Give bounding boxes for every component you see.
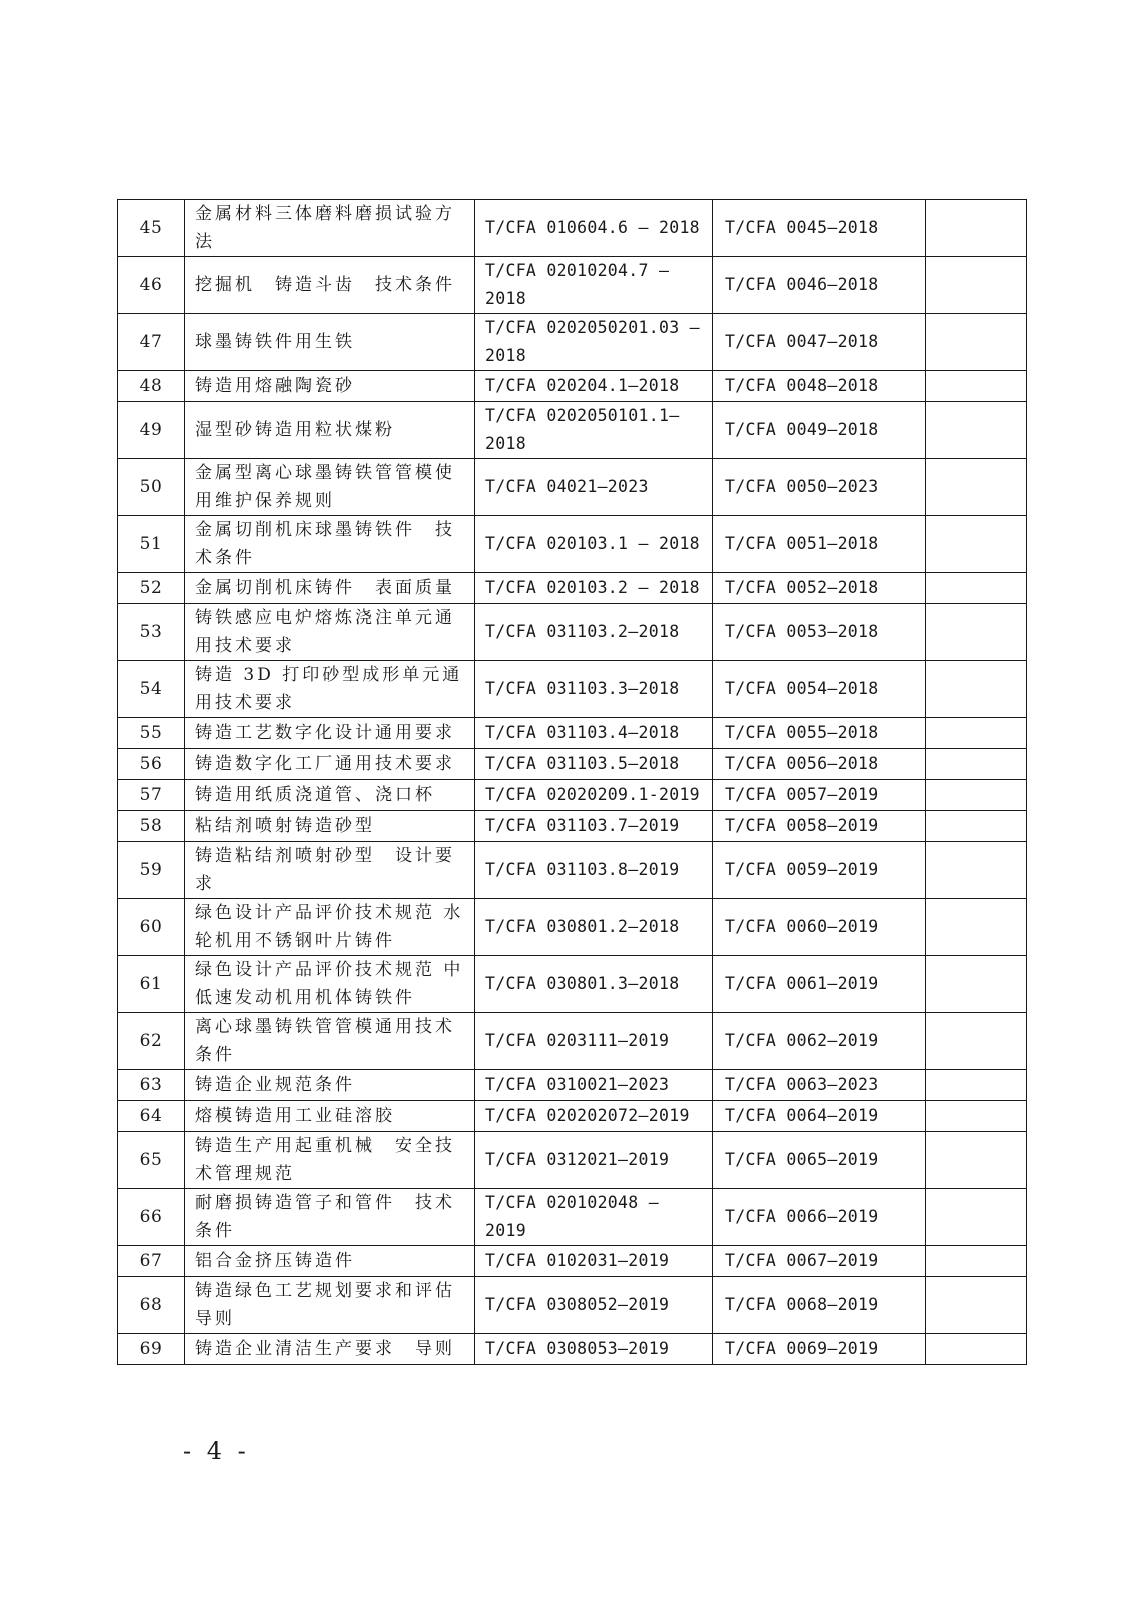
- new-code-cell: T/CFA 0067—2019: [713, 1246, 926, 1277]
- table-row: [118, 749, 1027, 780]
- page-number: - 4 -: [183, 1437, 250, 1465]
- remark-cell: [926, 573, 1027, 604]
- row-number-cell: 68: [118, 1277, 185, 1334]
- standard-name-cell: 金属切削机床球墨铸铁件 技术条件: [185, 516, 475, 573]
- new-code-cell: T/CFA 0046—2018: [713, 257, 926, 314]
- row-number-cell: 49: [118, 402, 185, 459]
- new-code-cell: T/CFA 0053—2018: [713, 604, 926, 661]
- standard-name-cell: 粘结剂喷射铸造砂型: [185, 811, 475, 842]
- original-code-cell: T/CFA 020103.1 — 2018: [475, 516, 713, 573]
- row-number-cell: 64: [118, 1101, 185, 1132]
- new-code-cell: T/CFA 0058—2019: [713, 811, 926, 842]
- row-number-cell: 50: [118, 459, 185, 516]
- row-number-cell: 56: [118, 749, 185, 780]
- table-row: [118, 842, 1027, 899]
- remark-cell: [926, 1070, 1027, 1101]
- new-code-cell: T/CFA 0061—2019: [713, 956, 926, 1013]
- remark-cell: [926, 1246, 1027, 1277]
- original-code-cell: T/CFA 020204.1—2018: [475, 371, 713, 402]
- row-number-cell: 53: [118, 604, 185, 661]
- row-number-cell: 55: [118, 718, 185, 749]
- remark-cell: [926, 604, 1027, 661]
- original-code-cell: T/CFA 04021—2023: [475, 459, 713, 516]
- new-code-cell: T/CFA 0051—2018: [713, 516, 926, 573]
- standard-name-cell: 铸造用纸质浇道管、浇口杯: [185, 780, 475, 811]
- original-code-cell: T/CFA 0308052—2019: [475, 1277, 713, 1334]
- original-code-cell: T/CFA 0308053—2019: [475, 1334, 713, 1365]
- standard-name-cell: 金属材料三体磨料磨损试验方法: [185, 200, 475, 257]
- standard-name-cell: 铝合金挤压铸造件: [185, 1246, 475, 1277]
- new-code-cell: T/CFA 0068—2019: [713, 1277, 926, 1334]
- table-row: [118, 1334, 1027, 1365]
- table-row: [118, 1070, 1027, 1101]
- original-code-cell: T/CFA 0310021—2023: [475, 1070, 713, 1101]
- remark-cell: [926, 402, 1027, 459]
- original-code-cell: T/CFA 0102031—2019: [475, 1246, 713, 1277]
- original-code-cell: T/CFA 031103.5—2018: [475, 749, 713, 780]
- new-code-cell: T/CFA 0045—2018: [713, 200, 926, 257]
- original-code-cell: T/CFA 030801.3—2018: [475, 956, 713, 1013]
- standard-name-cell: 铸造数字化工厂通用技术要求: [185, 749, 475, 780]
- table-row: [118, 573, 1027, 604]
- row-number-cell: 63: [118, 1070, 185, 1101]
- standard-name-cell: 挖掘机 铸造斗齿 技术条件: [185, 257, 475, 314]
- standard-name-cell: 绿色设计产品评价技术规范 水轮机用不锈钢叶片铸件: [185, 899, 475, 956]
- standard-name-cell: 铸造工艺数字化设计通用要求: [185, 718, 475, 749]
- remark-cell: [926, 516, 1027, 573]
- original-code-cell: T/CFA 020202072—2019: [475, 1101, 713, 1132]
- row-number-cell: 59: [118, 842, 185, 899]
- table-row: [118, 956, 1027, 1013]
- new-code-cell: T/CFA 0049—2018: [713, 402, 926, 459]
- remark-cell: [926, 780, 1027, 811]
- table-row: [118, 200, 1027, 257]
- row-number-cell: 54: [118, 661, 185, 718]
- remark-cell: [926, 314, 1027, 371]
- remark-cell: [926, 811, 1027, 842]
- row-number-cell: 58: [118, 811, 185, 842]
- row-number-cell: 51: [118, 516, 185, 573]
- row-number-cell: 61: [118, 956, 185, 1013]
- standard-name-cell: 湿型砂铸造用粒状煤粉: [185, 402, 475, 459]
- table-row: [118, 899, 1027, 956]
- remark-cell: [926, 749, 1027, 780]
- new-code-cell: T/CFA 0055—2018: [713, 718, 926, 749]
- remark-cell: [926, 459, 1027, 516]
- table-row: [118, 604, 1027, 661]
- new-code-cell: T/CFA 0065—2019: [713, 1132, 926, 1189]
- row-number-cell: 45: [118, 200, 185, 257]
- remark-cell: [926, 1334, 1027, 1365]
- remark-cell: [926, 200, 1027, 257]
- remark-cell: [926, 1277, 1027, 1334]
- standard-name-cell: 铸造绿色工艺规划要求和评估导则: [185, 1277, 475, 1334]
- original-code-cell: T/CFA 031103.7—2019: [475, 811, 713, 842]
- table-row: [118, 1013, 1027, 1070]
- table-row: [118, 811, 1027, 842]
- row-number-cell: 46: [118, 257, 185, 314]
- original-code-cell: T/CFA 031103.2—2018: [475, 604, 713, 661]
- standard-name-cell: 铸造 3D 打印砂型成形单元通用技术要求: [185, 661, 475, 718]
- standards-table: [117, 199, 1027, 1365]
- standard-name-cell: 熔模铸造用工业硅溶胶: [185, 1101, 475, 1132]
- row-number-cell: 52: [118, 573, 185, 604]
- table-row: [118, 516, 1027, 573]
- standard-name-cell: 耐磨损铸造管子和管件 技术条件: [185, 1189, 475, 1246]
- row-number-cell: 62: [118, 1013, 185, 1070]
- standard-name-cell: 离心球墨铸铁管管模通用技术条件: [185, 1013, 475, 1070]
- row-number-cell: 60: [118, 899, 185, 956]
- original-code-cell: T/CFA 031103.4—2018: [475, 718, 713, 749]
- new-code-cell: T/CFA 0056—2018: [713, 749, 926, 780]
- standard-name-cell: 铸造粘结剂喷射砂型 设计要求: [185, 842, 475, 899]
- remark-cell: [926, 842, 1027, 899]
- original-code-cell: T/CFA 020102048 — 2019: [475, 1189, 713, 1246]
- remark-cell: [926, 1101, 1027, 1132]
- new-code-cell: T/CFA 0050—2023: [713, 459, 926, 516]
- remark-cell: [926, 718, 1027, 749]
- new-code-cell: T/CFA 0054—2018: [713, 661, 926, 718]
- original-code-cell: T/CFA 02010204.7 — 2018: [475, 257, 713, 314]
- standard-name-cell: 铸造企业清洁生产要求 导则: [185, 1334, 475, 1365]
- remark-cell: [926, 1189, 1027, 1246]
- new-code-cell: T/CFA 0066—2019: [713, 1189, 926, 1246]
- row-number-cell: 66: [118, 1189, 185, 1246]
- original-code-cell: T/CFA 020103.2 — 2018: [475, 573, 713, 604]
- remark-cell: [926, 371, 1027, 402]
- table-row: [118, 1277, 1027, 1334]
- table-row: [118, 1189, 1027, 1246]
- remark-cell: [926, 1013, 1027, 1070]
- table-row: [118, 402, 1027, 459]
- original-code-cell: T/CFA 010604.6 — 2018: [475, 200, 713, 257]
- row-number-cell: 47: [118, 314, 185, 371]
- new-code-cell: T/CFA 0057—2019: [713, 780, 926, 811]
- remark-cell: [926, 661, 1027, 718]
- new-code-cell: T/CFA 0048—2018: [713, 371, 926, 402]
- standard-name-cell: 铸铁感应电炉熔炼浇注单元通用技术要求: [185, 604, 475, 661]
- row-number-cell: 69: [118, 1334, 185, 1365]
- standard-name-cell: 球墨铸铁件用生铁: [185, 314, 475, 371]
- original-code-cell: T/CFA 031103.8—2019: [475, 842, 713, 899]
- new-code-cell: T/CFA 0059—2019: [713, 842, 926, 899]
- table-row: [118, 371, 1027, 402]
- standards-table-body: [118, 200, 1027, 1365]
- original-code-cell: T/CFA 02020209.1-2019: [475, 780, 713, 811]
- remark-cell: [926, 899, 1027, 956]
- new-code-cell: T/CFA 0047—2018: [713, 314, 926, 371]
- row-number-cell: 67: [118, 1246, 185, 1277]
- standard-name-cell: 绿色设计产品评价技术规范 中低速发动机用机体铸铁件: [185, 956, 475, 1013]
- new-code-cell: T/CFA 0060—2019: [713, 899, 926, 956]
- row-number-cell: 65: [118, 1132, 185, 1189]
- table-row: [118, 780, 1027, 811]
- table-row: [118, 718, 1027, 749]
- row-number-cell: 57: [118, 780, 185, 811]
- remark-cell: [926, 1132, 1027, 1189]
- table-row: [118, 1101, 1027, 1132]
- original-code-cell: T/CFA 0203111—2019: [475, 1013, 713, 1070]
- table-row: [118, 661, 1027, 718]
- standard-name-cell: 铸造生产用起重机械 安全技术管理规范: [185, 1132, 475, 1189]
- original-code-cell: T/CFA 0202050201.03 — 2018: [475, 314, 713, 371]
- table-row: [118, 1132, 1027, 1189]
- remark-cell: [926, 257, 1027, 314]
- table-row: [118, 459, 1027, 516]
- new-code-cell: T/CFA 0052—2018: [713, 573, 926, 604]
- original-code-cell: T/CFA 0202050101.1—2018: [475, 402, 713, 459]
- new-code-cell: T/CFA 0064—2019: [713, 1101, 926, 1132]
- original-code-cell: T/CFA 0312021—2019: [475, 1132, 713, 1189]
- new-code-cell: T/CFA 0062—2019: [713, 1013, 926, 1070]
- new-code-cell: T/CFA 0063—2023: [713, 1070, 926, 1101]
- table-row: [118, 257, 1027, 314]
- remark-cell: [926, 956, 1027, 1013]
- original-code-cell: T/CFA 031103.3—2018: [475, 661, 713, 718]
- table-row: [118, 314, 1027, 371]
- row-number-cell: 48: [118, 371, 185, 402]
- new-code-cell: T/CFA 0069—2019: [713, 1334, 926, 1365]
- table-row: [118, 1246, 1027, 1277]
- original-code-cell: T/CFA 030801.2—2018: [475, 899, 713, 956]
- standard-name-cell: 铸造企业规范条件: [185, 1070, 475, 1101]
- standard-name-cell: 金属型离心球墨铸铁管管模使用维护保养规则: [185, 459, 475, 516]
- standard-name-cell: 铸造用熔融陶瓷砂: [185, 371, 475, 402]
- standard-name-cell: 金属切削机床铸件 表面质量: [185, 573, 475, 604]
